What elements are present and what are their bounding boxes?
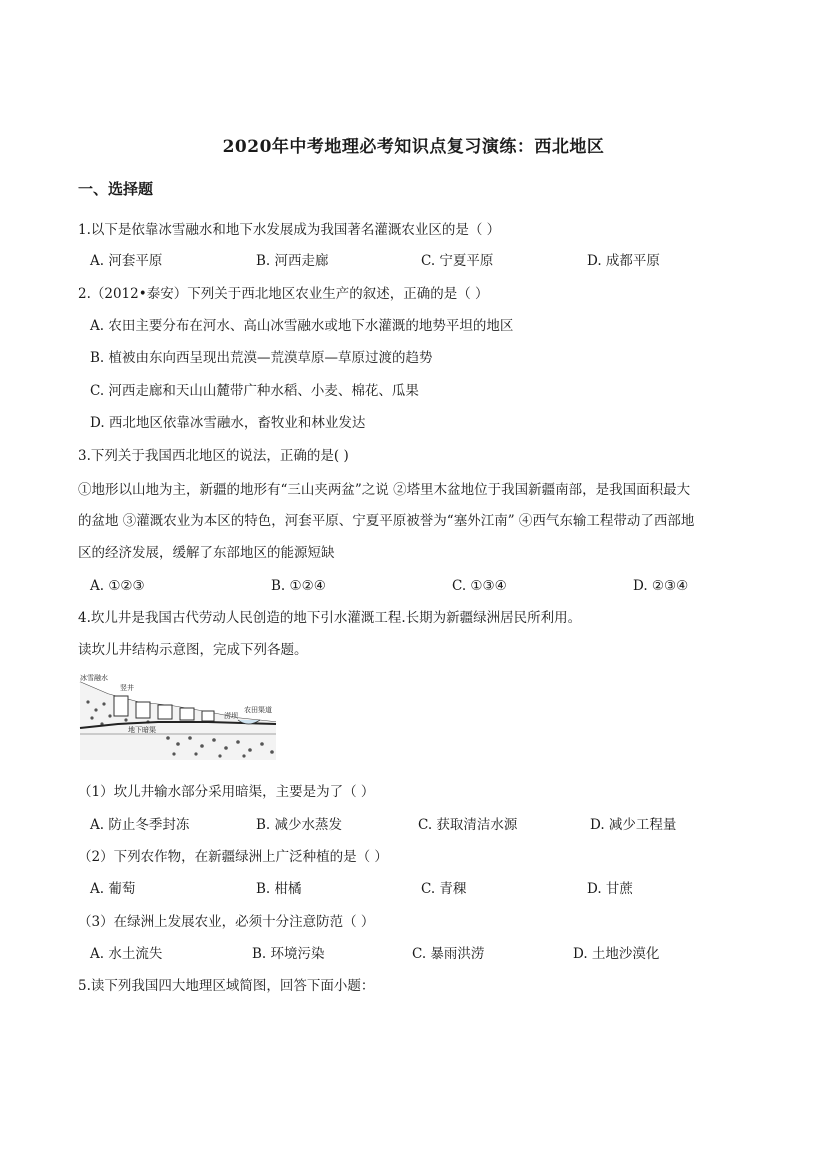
question-4-sub-1-option-d: D. 减少工程量 [590,817,677,833]
figure-label-farm-canal: 农田渠道 [244,706,272,714]
question-4-intro: 读坎儿井结构示意图，完成下列各题。 [78,642,308,658]
figure-label-pond: 涝坝 [224,712,238,720]
question-4-stem: 4.坎儿井是我国古代劳动人民创造的地下引水灌溉工程.长期为新疆绿洲居民所利用。 [78,610,582,626]
question-4-sub-2-option-c: C. 青稞 [421,881,467,897]
page-title: 2020年中考地理必考知识点复习演练：西北地区 [222,137,605,157]
section-heading: 一、选择题 [78,180,154,198]
question-3-option-a: A. ①②③ [90,578,145,594]
question-3-option-d: D. ②③④ [633,578,689,594]
figure-label-channel: 地下暗渠 [128,726,156,734]
question-2-option-a: A. 农田主要分布在河水、高山冰雪融水或地下水灌溉的地势平坦的地区 [90,318,514,334]
question-4-sub-1-option-b: B. 减少水蒸发 [256,817,343,833]
question-4-sub-1-stem: （1）坎儿井输水部分采用暗渠，主要是为了（ ） [78,784,375,800]
question-4-sub-3-option-c: C. 暴雨洪涝 [412,946,485,962]
question-4-sub-3-option-b: B. 环境污染 [252,946,325,962]
question-1-option-d: D. 成都平原 [587,253,660,269]
question-3-option-b: B. ①②④ [271,578,326,594]
question-4-sub-2-option-b: B. 柑橘 [256,881,302,897]
question-4-sub-1-option-a: A. 防止冬季封冻 [90,817,190,833]
question-4-sub-3-option-d: D. 土地沙漠化 [573,946,660,962]
question-1-option-a: A. 河套平原 [90,253,163,269]
question-4-sub-1-option-c: C. 获取清洁水源 [418,817,518,833]
question-2-stem: 2.（2012•泰安）下列关于西北地区农业生产的叙述，正确的是（ ） [78,286,489,302]
question-4-sub-3-stem: （3）在绿洲上发展农业，必须十分注意防范（ ） [78,914,375,930]
question-4-sub-2-stem: （2）下列农作物，在新疆绿洲上广泛种植的是（ ） [78,849,388,865]
question-4-sub-2-option-d: D. 甘蔗 [587,881,633,897]
question-3-body-line-1: ①地形以山地为主，新疆的地形有“三山夹两盆”之说 ②塔里木盆地位于我国新疆南部，是我国面积最大 [78,482,691,498]
question-2-option-b: B. 植被由东向西呈现出荒漠—荒漠草原—草原过渡的趋势 [90,350,433,366]
question-2-option-c: C. 河西走廊和天山山麓带广种水稻、小麦、棉花、瓜果 [90,383,419,399]
question-3-body-line-2: 的盆地 ③灌溉农业为本区的特色，河套平原、宁夏平原被誉为“塞外江南” ④西气东输工程带动了西部地 [78,513,695,529]
figure-label-shaft: 竖井 [120,684,134,692]
karez-structure-figure [78,672,278,760]
question-5-stem: 5.读下列我国四大地理区域简图，回答下面小题： [78,978,375,994]
question-4-sub-2-option-a: A. 葡萄 [90,881,136,897]
question-1-stem: 1.以下是依靠冰雪融水和地下水发展成为我国著名灌溉农业区的是（ ） [78,222,501,238]
figure-label-snowmelt: 冰雪融水 [80,674,108,682]
question-1-option-c: C. 宁夏平原 [421,253,494,269]
question-3-stem: 3.下列关于我国西北地区的说法，正确的是( ) [78,448,349,464]
question-3-option-c: C. ①③④ [452,578,507,594]
question-4-sub-3-option-a: A. 水土流失 [90,946,163,962]
question-1-option-b: B. 河西走廊 [256,253,329,269]
question-3-body-line-3: 区的经济发展，缓解了东部地区的能源短缺 [78,545,335,561]
question-2-option-d: D. 西北地区依靠冰雪融水，畜牧业和林业发达 [90,415,366,431]
